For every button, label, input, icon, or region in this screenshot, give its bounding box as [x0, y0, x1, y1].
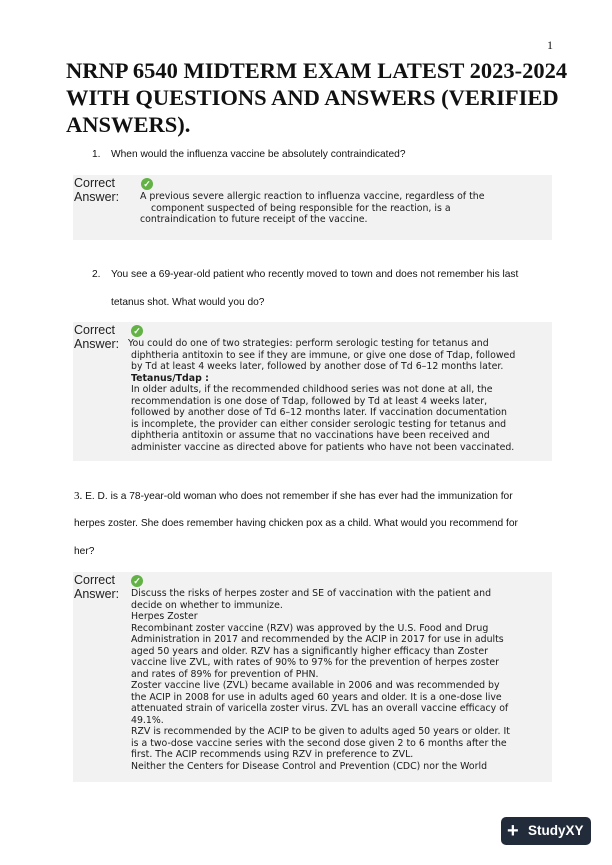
check-icon: ✓ [131, 575, 143, 587]
check-icon: ✓ [131, 325, 143, 337]
question-3 [74, 489, 513, 504]
studyxy-logo[interactable] [501, 817, 591, 845]
title-line: NRNP 6540 MIDTERM EXAM LATEST 2023-2024 [66, 58, 568, 83]
question-text: You see a 69-year-old patient who recently moved to town and does not remember his last [111, 269, 519, 280]
logo-text: StudyXY [528, 823, 584, 838]
answer-box-1 [73, 175, 552, 240]
answer-heading: Tetanus/Tdap : [131, 372, 209, 384]
question-2 [92, 268, 518, 282]
question-number: 2. [92, 269, 101, 280]
check-icon: ✓ [141, 178, 153, 190]
answer-label: Correct Answer: [74, 573, 120, 601]
answer-text: You could do one of two strategies: perform serologic testing for tetanus and diphtheria antitoxin to see if they are immune, or give one dose of Tdap, followed by Td at least 4 weeks later, followed by another dose of Td 6–12 months later. Tetanus/Tdap : In older adults, if the recommended childhood series was not done at all, the recommendation is one dose of Tdap, followed by Td at least 4 weeks later, followed by another dose of Td 6–12 months later. If vaccination documentation is incomplete, the provider can either consider serologic testing for tetanus and diphtheria antitoxin or assume that no vaccinations have been received and administer vaccine as directed above for patients who have not been vaccinated. [128, 338, 516, 453]
answer-text: Discuss the risks of herpes zoster and SE of vaccination with the patient and decide on whether to immunize. Herpes Zoster Recombinant zoster vaccine (RZV) was approved by the U.S. Food and Drug Administration in 2017 and recommended by the ACIP in 2017 for use in adults aged 50 years and older. RZV has a significantly higher efficacy than Zoster vaccine live ZVL, with rates of 90% to 97% for the prevention of herpes zoster and rates of 89% for prevention of PHN. Zoster vaccine live (ZVL) became available in 2006 and was recommended by the ACIP in 2008 for use in adults aged 60 years and older. It is a one-dose live attenuated strain of varicella zoster virus. ZVL has an overall vaccine efficacy of 49.1%. RZV is recommended by the ACIP to be given to adults aged 50 years or older. It is a two-dose vaccine series with the second dose given 2 to 6 months after the first. The ACIP recommends using RZV in preference to ZVL. Neither the Centers for Disease Control and Prevention (CDC) nor the World [131, 588, 510, 772]
question-text: When would the influenza vaccine be absolutely contraindicated? [111, 149, 406, 160]
question-number: 3. [74, 490, 83, 502]
answer-label: Correct Answer: [74, 176, 120, 204]
title-line: WITH QUESTIONS AND ANSWERS (VERIFIED [66, 85, 559, 110]
page-number: 1 [547, 38, 553, 52]
document-title [66, 57, 612, 138]
question-text: E. D. is a 78-year-old woman who does not remember if she has ever had the immunization for [85, 491, 513, 502]
answer-box-3 [73, 572, 552, 782]
answer-label: Correct Answer: [74, 323, 120, 351]
question-3-continued: herpes zoster. She does remember having chicken pox as a child. What would you recommend for [74, 518, 518, 529]
question-number: 1. [92, 149, 101, 160]
answer-box-2 [73, 322, 552, 461]
question-1 [92, 148, 406, 162]
title-line: ANSWERS). [66, 112, 191, 137]
question-3-continued: her? [74, 546, 95, 557]
question-2-continued: tetanus shot. What would you do? [111, 297, 265, 308]
answer-text: A previous severe allergic reaction to influenza vaccine, regardless of the component suspected of being responsible for the reaction, is a contraindication to future receipt of the vaccine. [140, 191, 485, 225]
plus-icon: + [507, 820, 519, 842]
